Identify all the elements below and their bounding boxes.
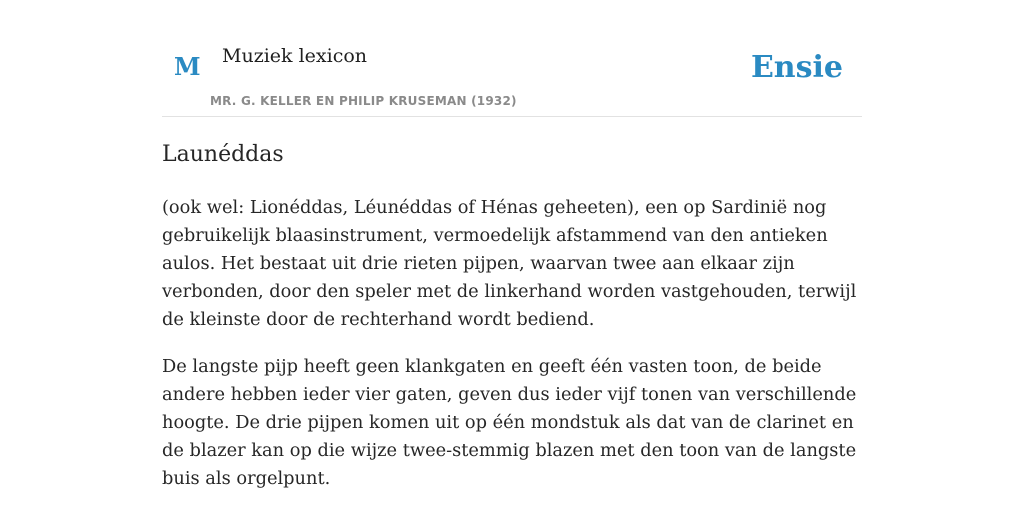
article-paragraph: De langste pijp heeft geen klankgaten en geeft één vasten toon, de beide andere hebben ieder vier gaten, geven dus ieder vijf tonen van verschillende hoogte. De drie pijpen komen uit op één mondstuk als dat van de clarinet en de blazer kan op die wijze twee-stemmig blazen met den toon van de langste buis als orgelpunt. [162, 356, 857, 489]
lexicon-logo[interactable]: M [174, 52, 201, 81]
article [162, 140, 862, 493]
header [162, 0, 862, 117]
lexicon-title-link[interactable]: Muziek lexicon [222, 45, 368, 67]
ensie-brand-logo[interactable]: Ensie [750, 50, 843, 85]
article-paragraph: (ook wel: Lionéddas, Léunéddas of Hénas geheeten), een op Sardinië nog gebruikelijk blaasinstrument, vermoedelijk afstammend van den antieken aulos. Het bestaat uit drie rieten pijpen, waarvan twee aan elkaar zijn verbonden, door den speler met de linkerhand worden vastgehouden, terwijl de kleinste door de rechterhand wordt bediend. [162, 197, 857, 330]
lexicon-authors: MR. G. KELLER EN PHILIP KRUSEMAN (1932) [210, 94, 517, 108]
article-title: Launéddas [162, 142, 284, 167]
